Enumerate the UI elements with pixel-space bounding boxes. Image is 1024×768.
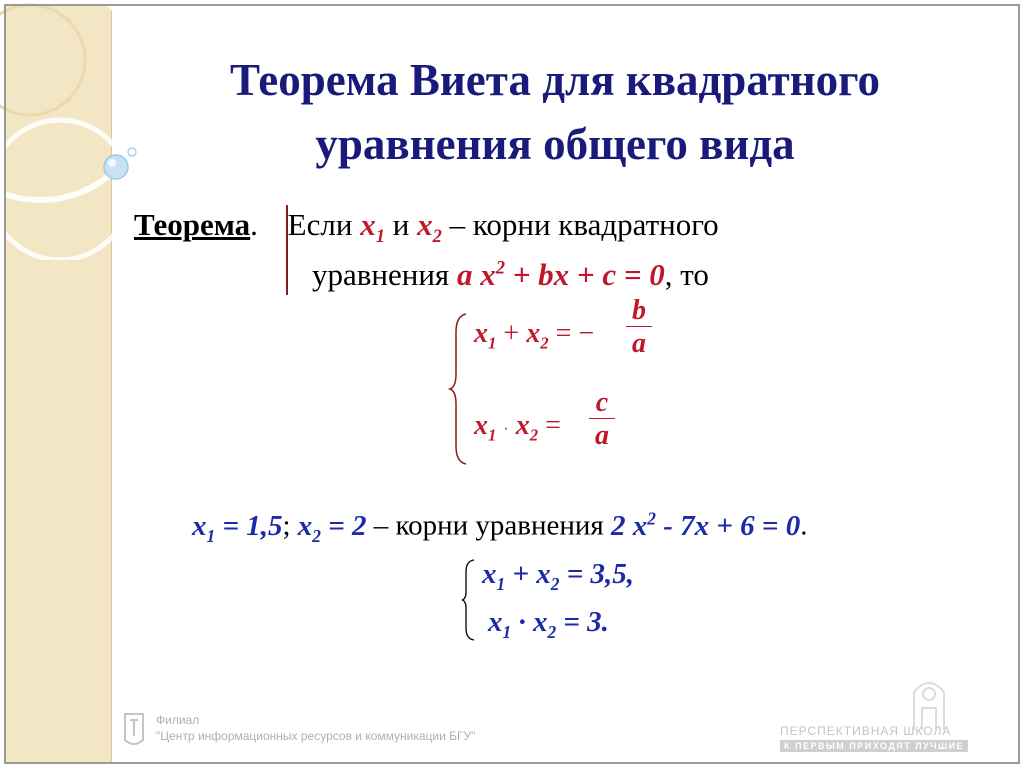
example-equation: 2 $x^2 - 7x + 6 = 0$: [611, 508, 801, 542]
example-x1: $x_1 = 1,5$: [192, 509, 283, 546]
formula-sum-fraction: b a: [626, 296, 652, 361]
title-line-2: уравнения общего вида: [315, 119, 795, 169]
school-emblem-icon: [904, 672, 954, 732]
theorem-line-1: [134, 207, 719, 248]
example-roots-text: – корни уравнения: [373, 509, 604, 542]
theorem-and: и: [392, 207, 410, 242]
theorem-if: Если: [287, 207, 353, 242]
example-sum: $x_1 + x_2 = 3,5$,: [482, 558, 634, 594]
example-brace: [460, 558, 478, 642]
footer-branch: Филиал "Центр информационных ресурсов и коммуникации БГУ": [156, 713, 476, 743]
example-x2: $x_2 = 2$: [297, 509, 367, 546]
example-statement: $x_1 = 1,5$; $x_2 = 2$ – корни уравнения 2 $x^2 - 7x + 6 = 0$.: [192, 508, 808, 546]
theorem-x2: $x_2$: [417, 207, 442, 248]
school-logo: [780, 724, 968, 752]
title-line-1: Теорема Виета для квадратного: [230, 55, 880, 105]
theorem-x1: $x_1$: [360, 207, 385, 248]
bsu-logo-icon: [122, 710, 146, 750]
theorem-equation-word: уравнения: [312, 257, 450, 292]
theorem-label: Теорема: [134, 207, 251, 242]
school-name: ПЕРСПЕКТИВНАЯ ШКОЛА: [780, 724, 952, 738]
example-product: $x_1 \cdot x_2 = 3$.: [488, 606, 609, 642]
theorem-roots-text: – корни квадратного: [449, 207, 719, 242]
theorem-dot: .: [250, 207, 258, 242]
theorem-equation: a $x^2$ + bx + c = 0: [456, 257, 665, 292]
formula-sum: $x_1 + x_2$ = −: [474, 318, 595, 353]
formula-product: $x_1 \cdot x_2$ =: [474, 410, 561, 445]
theorem-then: , то: [664, 257, 709, 292]
theorem-line-2: [312, 257, 709, 293]
slide-title: [120, 48, 990, 176]
formula-brace: [448, 312, 470, 466]
school-motto: К ПЕРВЫМ ПРИХОДЯТ ЛУЧШИЕ: [780, 740, 968, 752]
formula-product-fraction: c a: [589, 388, 615, 453]
